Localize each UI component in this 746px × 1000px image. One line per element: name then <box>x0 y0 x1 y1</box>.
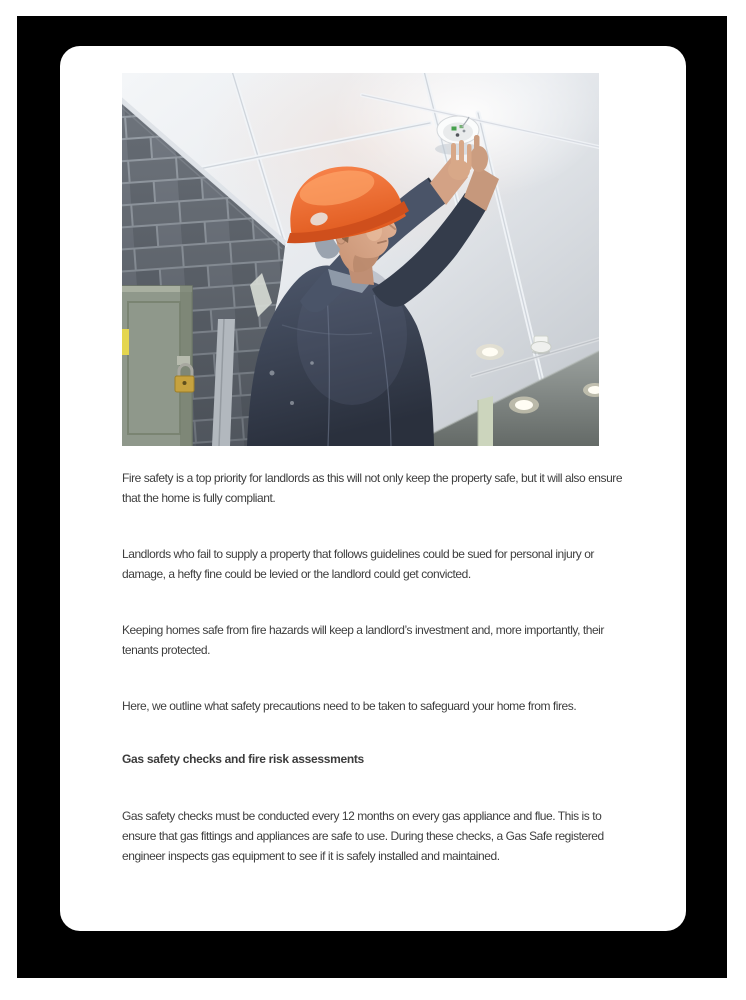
article-paragraph: Here, we outline what safety precautions need to be taken to safeguard your home from fires. <box>122 699 577 713</box>
article-card <box>60 46 686 931</box>
section-heading: Gas safety checks and fire risk assessments <box>122 752 364 766</box>
page-frame <box>17 16 727 978</box>
article-paragraph: Fire safety is a top priority for landlords as this will not only keep the property safe, but it will also ensure that the home is fully compliant. <box>122 471 623 505</box>
article-body <box>122 446 632 866</box>
article-paragraph: Landlords who fail to supply a property that follows guidelines could be sued for personal injury or damage, a hefty fine could be levied or the landlord could get convicted. <box>122 547 594 581</box>
article-paragraph: Keeping homes safe from fire hazards will keep a landlord’s investment and, more importantly, their tenants protected. <box>122 623 604 657</box>
article-paragraph: Gas safety checks must be conducted every 12 months on every gas appliance and flue. This is to ensure that gas fittings and appliances are safe to use. During these checks, a Gas Safe registered engineer inspects gas equipment to see if it is safely installed and maintained. <box>122 809 604 863</box>
cabinet-door <box>122 286 194 446</box>
article-image <box>122 73 599 446</box>
smoke-detector-install-illustration <box>122 73 599 446</box>
far-smoke-detector <box>531 336 551 355</box>
